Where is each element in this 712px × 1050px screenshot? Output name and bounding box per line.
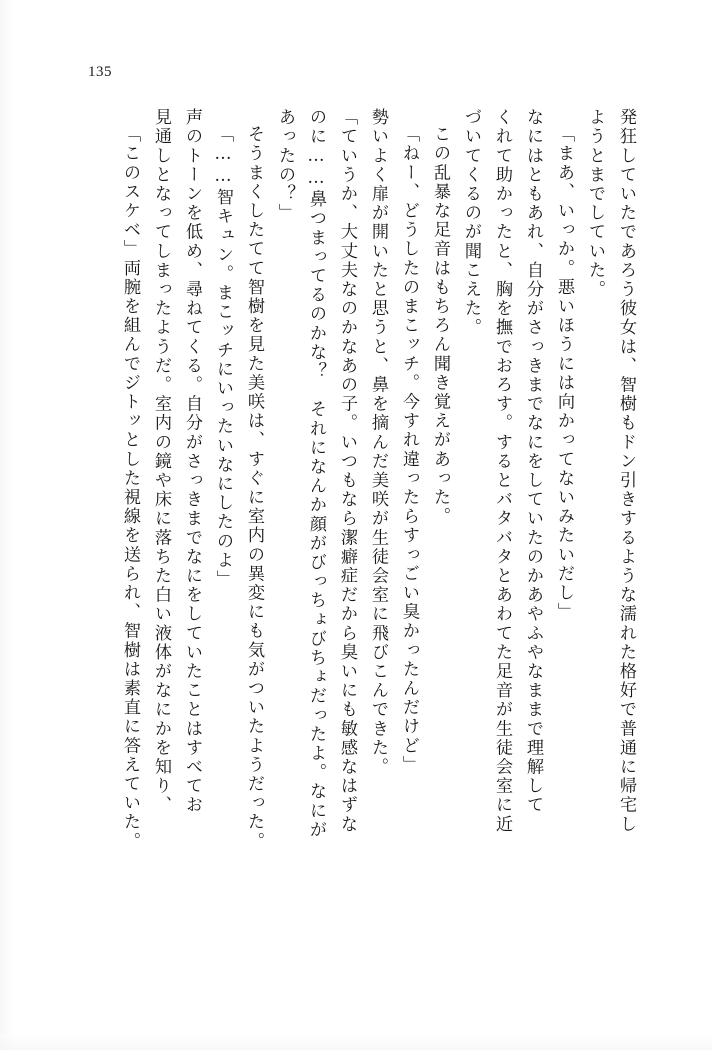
text-column: なにはともあれ、自分がさっきまでなにをしていたのかあやふやなままで理解して [523, 108, 543, 815]
text-column: 発狂していたであろう彼女は、智樹もドン引きするような濡れた格好で普通に帰宅し [616, 108, 636, 834]
text-column: 声のトーンを低め、尋ねてくる。自分がさっきまでなにをしていたことはすべてお [182, 108, 202, 815]
text-column: 「このスケベ」両腕を組んでジトッとした視線を送られ、智樹は素直に答えていた。 [120, 125, 140, 851]
text-column: 見通しとなってしまったようだ。室内の鏡や床に落ちた白い液体がなにかを知り、 [151, 108, 171, 815]
scan-edge-bottom [0, 1034, 712, 1050]
text-column: ようとまでしていた。 [585, 108, 605, 299]
text-column: この乱暴な足音はもちろん聞き覚えがあった。 [430, 125, 450, 527]
text-column: くれて助かったと、胸を撫でおろす。するとバタバタとあわてた足音が生徒会室に近 [492, 108, 512, 834]
text-column: づいてくるのが聞こえた。 [461, 108, 481, 338]
page-number: 135 [88, 64, 112, 80]
text-column: 「ねー、どうしたのまこッチ。今すれ違ったらすっごい臭かったんだけど」 [399, 125, 419, 775]
text-column: 「……智キュン。まこッチにいったいなにしたのよ」 [213, 125, 233, 589]
text-column: 「まあ、いっか。悪いほうには向かってないみたいだし」 [554, 125, 574, 622]
vertical-text-block [52, 108, 634, 946]
text-column: のに……鼻つまってるのかな？ それになんか顔がびっちょびちょだったよ。なにが [306, 108, 326, 840]
scan-edge-left [0, 0, 14, 1050]
text-column: あったの？」 [275, 108, 295, 223]
text-column: そうまくしたてて智樹を見た美咲は、すぐに室内の異変にも気がついたようだった。 [244, 125, 264, 851]
text-column: 勢いよく扉が開いたと思うと、鼻を摘んだ美咲が生徒会室に飛びこんできた。 [368, 108, 388, 777]
text-column: 「ていうか、大丈夫なのかなあの子。いつもなら潔癖症だから臭いにも敏感なはずな [337, 108, 357, 834]
